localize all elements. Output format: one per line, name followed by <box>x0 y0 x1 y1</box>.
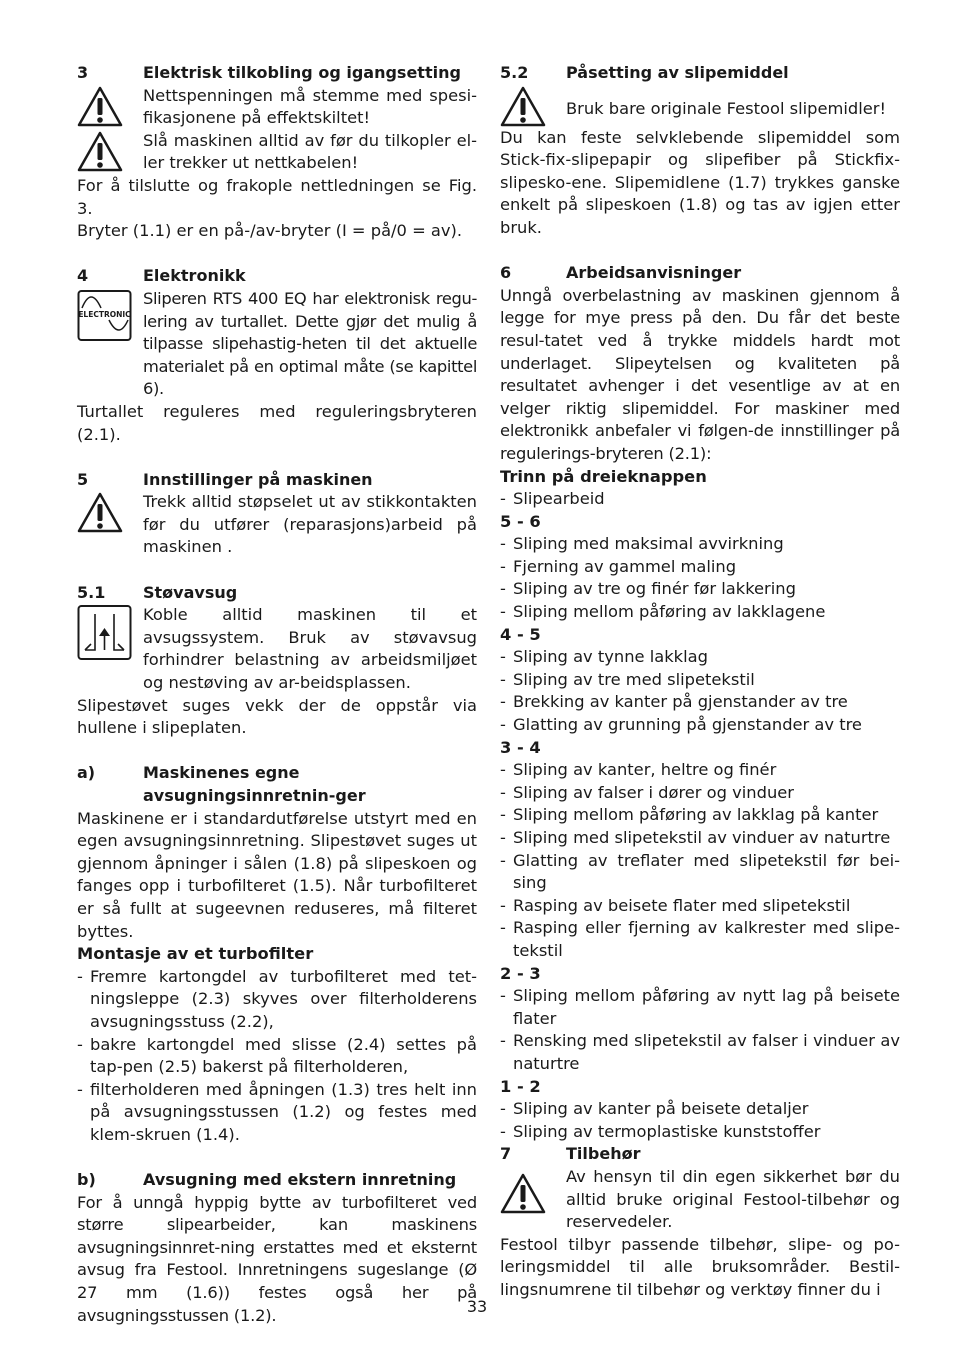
list-item: - Rasping eller fjerning av kalkrester med slipe-tekstil <box>500 918 900 960</box>
section-5-2-heading <box>500 62 900 85</box>
list-item: - filterholderen med åpningen (1.3) tres helt inn på avsugningsstussen (1.2) og festes med klem-skruen (1.4). <box>77 1079 477 1144</box>
section-title: Tilbehør <box>566 1144 641 1164</box>
warning-text: Nettspenningen må stemme med spesi-fikasjonene på effektskiltet! <box>143 85 477 128</box>
page-number: 33 <box>466 1297 488 1316</box>
subheading: Montasje av et turbofilter <box>77 944 314 964</box>
section-title: Støvavsug <box>143 582 238 602</box>
subheading: Trinn på dreieknappen <box>500 466 707 486</box>
section-title: Arbeidsanvisninger <box>566 263 742 283</box>
list-item: - Sliping av kanter, heltre og finér <box>500 760 777 780</box>
setting-range-label: 2 - 3 <box>500 963 541 983</box>
section-number: b) <box>77 1170 96 1190</box>
list-item: - Sliping av kanter på beisete detaljer <box>500 1099 809 1119</box>
warning-text: Trekk alltid støpselet ut av stikkontakten før du utfører (reparasjons)arbeid på maskinen . <box>143 492 477 557</box>
section-number: a) <box>77 763 96 783</box>
section-6-heading <box>500 262 900 285</box>
setting-range-label: 4 - 5 <box>500 624 541 644</box>
section-number: 5.1 <box>77 582 106 602</box>
list-item: - bakre kartongdel med slisse (2.4) settes på tap-pen (2.5) bakerst på filterholderen, <box>77 1034 477 1077</box>
list-item: - Rasping av beisete flater med slipetekstil <box>500 895 851 915</box>
electronic-block <box>77 288 477 401</box>
warning-block <box>500 1166 900 1234</box>
list-item: - Slipearbeid <box>500 489 605 509</box>
list-item: - Fremre kartongdel av turbofilteret med tet-ningsleppe (2.3) skyves over filterholderens avsugningsstuss (2.2), <box>77 966 477 1031</box>
section-text: Sliperen RTS 400 EQ har elektronisk regu-lering av turtallet. Dette gjør det mulig å tilpasse slipehastig-heten til det aktuelle materialet på en optimal måte (se kapittel 6). <box>143 288 477 399</box>
section-title: Maskinenes egne avsugningsinnretnin-ger <box>143 763 366 805</box>
section-title: Elektronikk <box>143 266 246 286</box>
warning-block <box>500 85 900 127</box>
list-item: - Sliping mellom påføring av lakklag på kanter <box>500 805 879 825</box>
section-number: 5 <box>77 469 89 489</box>
paragraph: Du kan feste selvklebende slipemiddel som Stick-fix-slipepapir og slipefiber på Stickfix-slipesko-ene. Slipemidlene (1.7) trykkes ganske enkelt på slipeskoen (1.8) og tas av igjen etter bruk. <box>500 127 900 237</box>
list-item: - Sliping av tre og finér før lakkering <box>500 579 796 599</box>
paragraph: Bryter (1.1) er en på-/av-bryter (I = på/0 = av). <box>77 221 463 241</box>
paragraph: Turtallet reguleres med reguleringsbryteren (2.1). <box>77 401 477 444</box>
turbofilter-steps <box>77 966 477 1147</box>
warning-text: Av hensyn til din egen sikkerhet bør du alltid bruke original Festool-tilbehør og reservedeler. <box>566 1166 900 1232</box>
list-item: - Brekking av kanter på gjenstander av tre <box>500 692 848 712</box>
warning-icon <box>77 85 143 127</box>
list-item: - Sliping med maksimal avvirkning <box>500 534 784 554</box>
setting-range-label: 3 - 4 <box>500 737 541 757</box>
warning-block <box>77 85 477 130</box>
section-number: 6 <box>500 263 512 283</box>
paragraph: Maskinene er i standardutførelse utstyrt med en egen avsugningsinnretning. Slipestøvet suges ut gjennom åpninger i sålen (1.8) på slipeskoen og fanges opp i turbofilteret (1.5). Når turbofilteret er så fullt at sugeevnen reduseres, må filteret byttes. <box>77 808 477 941</box>
setting-range-label: 5 - 6 <box>500 511 541 531</box>
section-title: Avsugning med ekstern innretning <box>143 1170 457 1190</box>
section-number: 7 <box>500 1144 512 1164</box>
list-item: - Glatting av grunning på gjenstander av tre <box>500 715 862 735</box>
warning-icon <box>77 130 143 172</box>
left-column <box>77 62 477 1327</box>
list-item: - Sliping av falser i dører og vinduer <box>500 782 794 802</box>
list-item: - Sliping mellom påføring av lakklagene <box>500 602 826 622</box>
list-item: - Sliping av tre med slipetekstil <box>500 669 755 689</box>
section-b-heading <box>77 1169 477 1192</box>
list-item: - Sliping med slipetekstil av vinduer av naturtre <box>500 828 891 847</box>
warning-text: Slå maskinen alltid av før du tilkopler el-ler trekker ut nettkabelen! <box>143 130 477 173</box>
section-5-1-heading <box>77 582 477 605</box>
section-4-heading <box>77 265 477 288</box>
warning-block <box>77 491 477 559</box>
list-item: - Fjerning av gammel maling <box>500 556 737 576</box>
electronic-icon <box>77 288 143 342</box>
paragraph: For å unngå hyppig bytte av turbofilteret ved større slipearbeider, kan maskinens avsugningsinnret-ning erstattes med et eksternt avsug fra Festool. Innretningens sugeslange (Ø 27 mm (1.6)) festes også her på avsugningsstussen (1.2). <box>77 1192 477 1325</box>
paragraph: Festool tilbyr passende tilbehør, slipe- og po-leringsmiddel til alle bruksområder. Bestil-lingsnumrene til tilbehør og verktøy finner du i <box>500 1234 900 1299</box>
electronic-icon-label: ELECTRONIC <box>78 309 131 319</box>
section-text: Koble alltid maskinen til et avsugssystem. Bruk av støvavsug forhindrer belastning av arbeidsmiljøet og nestøving av ar-beidsplassen. <box>143 605 477 693</box>
list-item: - Rensking med slipetekstil av falser i vinduer av naturtre <box>500 1031 900 1073</box>
paragraph: For å tilslutte og frakople nettledningen se Fig. 3. <box>77 175 477 218</box>
section-number: 5.2 <box>500 63 529 82</box>
list-item: - Sliping av termoplastiske kunststoffer <box>500 1121 821 1141</box>
paragraph: Slipestøvet suges vekk der de oppstår via hullene i slipeplaten. <box>77 695 477 738</box>
warning-icon <box>500 1166 566 1214</box>
warning-icon <box>500 85 566 127</box>
dust-extraction-icon <box>77 604 143 660</box>
paragraph: Unngå overbelastning av maskinen gjennom å legge for mye press på den. Du får det beste resul-tatet ved å trykke middels hardt mot underlaget. Slipeytelsen og kvaliteten på resultatet avhenger i det vesentlige av at en velger riktig slipemiddel. For maskiner med elektronikk anbefaler vi følgen-de innstillinger på regulerings-bryteren (2.1): <box>500 285 900 463</box>
section-a-heading <box>77 762 477 807</box>
section-title: Elektrisk tilkobling og igangsetting <box>143 63 461 82</box>
list-item: - Sliping mellom påføring av nytt lag på beisete flater <box>500 986 900 1028</box>
section-5-heading <box>77 469 477 492</box>
section-3-heading <box>77 62 477 85</box>
dust-extraction-block <box>77 604 477 694</box>
warning-text: Bruk bare originale Festool slipemidler! <box>566 99 887 119</box>
list-item: - Sliping av tynne lakklag <box>500 647 708 667</box>
setting-groups <box>500 488 900 1143</box>
list-item: - Glatting av treflater med slipetekstil før bei-sing <box>500 850 900 893</box>
setting-range-label: 1 - 2 <box>500 1076 541 1096</box>
right-column <box>500 62 900 1301</box>
section-7-heading <box>500 1143 900 1166</box>
section-title: Påsetting av slipemiddel <box>566 63 789 82</box>
section-number: 4 <box>77 266 89 286</box>
section-number: 3 <box>77 63 89 82</box>
section-title: Innstillinger på maskinen <box>143 469 373 489</box>
warning-block <box>77 130 477 175</box>
warning-icon <box>77 491 143 533</box>
